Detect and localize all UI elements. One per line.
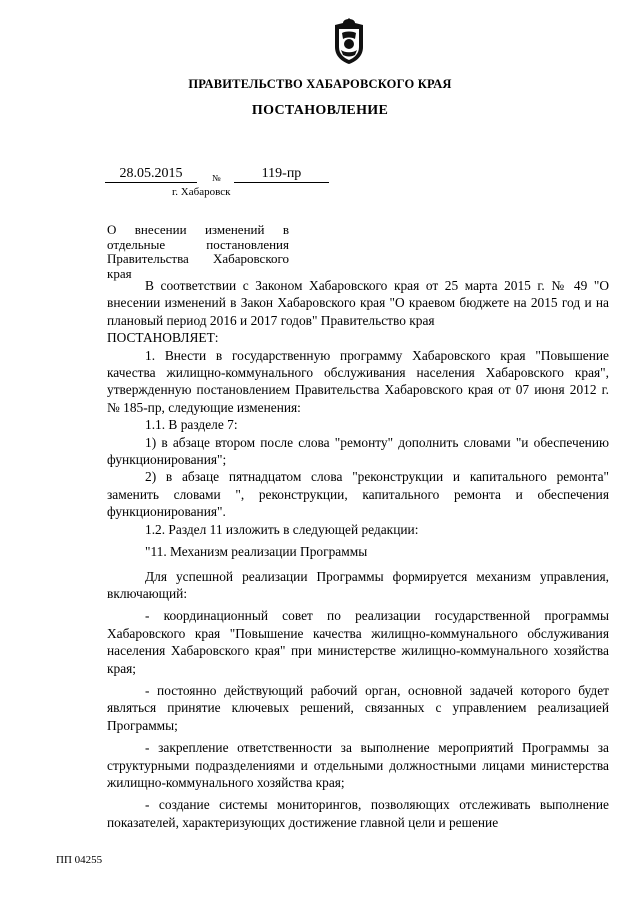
paragraph: Для успешной реализации Программы формируется механизм управления, включающий: bbox=[107, 568, 609, 601]
list-item: - координационный совет по реализации государственной программы Хабаровского края "Повышение качества жилищно-коммунального обслуживания населения Хабаровского края" при министерстве жилищно-коммунального хозяйства края; bbox=[107, 608, 609, 676]
paragraph: 1.2. Раздел 11 изложить в следующей редакции: bbox=[145, 521, 419, 537]
paragraph: 2) в абзаце пятнадцатом слова "реконструкции и капитального ремонта" заменить словами ", реконструкции, капитального ремонта и обеспечения функционирования". bbox=[107, 469, 609, 520]
document-type-title: ПОСТАНОВЛЕНИЕ bbox=[251, 103, 389, 118]
city: г. Хабаровск bbox=[172, 186, 231, 198]
list-item: - постоянно действующий рабочий орган, основной задачей которого будет являться принятие ключевых решений, связанных с управлением реализацией Программы; bbox=[107, 682, 609, 733]
document-body bbox=[107, 277, 609, 831]
paragraph: ПОСТАНОВЛЯЕТ: bbox=[107, 330, 219, 346]
document-subject: О внесении изменений в отдельные постановления Правительства Хабаровского края bbox=[107, 222, 289, 281]
coat-of-arms-icon bbox=[329, 17, 369, 65]
document-number: 119-пр bbox=[234, 166, 329, 183]
section-heading: "11. Механизм реализации Программы bbox=[145, 544, 368, 560]
number-sign: № bbox=[212, 173, 221, 183]
government-name: ПРАВИТЕЛЬСТВО ХАБАРОВСКОГО КРАЯ bbox=[188, 77, 452, 91]
document-date: 28.05.2015 bbox=[105, 166, 197, 183]
footer-code: ПП 04255 bbox=[56, 854, 103, 866]
list-item: - создание системы мониторингов, позволяющих отслеживать выполнение показателей, характеризующих достижение главной цели и решение bbox=[107, 797, 609, 830]
list-item: - закрепление ответственности за выполнение мероприятий Программы за структурными подразделениями и отдельными должностными лицами министерства жилищно-коммунального хозяйства края; bbox=[107, 740, 609, 790]
paragraph: В соответствии с Законом Хабаровского края от 25 марта 2015 г. № 49 "О внесении изменений в Закон Хабаровского края "О краевом бюджете на 2015 год и на плановый период 2016 и 2017 годов" Правительство края bbox=[107, 278, 609, 328]
paragraph: 1) в абзаце втором после слова "ремонту" дополнить словами "и обеспечению функционирования"; bbox=[107, 434, 609, 468]
paragraph: 1.1. В разделе 7: bbox=[145, 417, 238, 433]
paragraph: 1. Внести в государственную программу Хабаровского края "Повышение качества жилищно-коммунального обслуживания населения Хабаровского края", утвержденную постановлением Правительства Хабаровского края от 07 июня 2012 г. № 185-пр, следующие изменения: bbox=[107, 347, 609, 415]
